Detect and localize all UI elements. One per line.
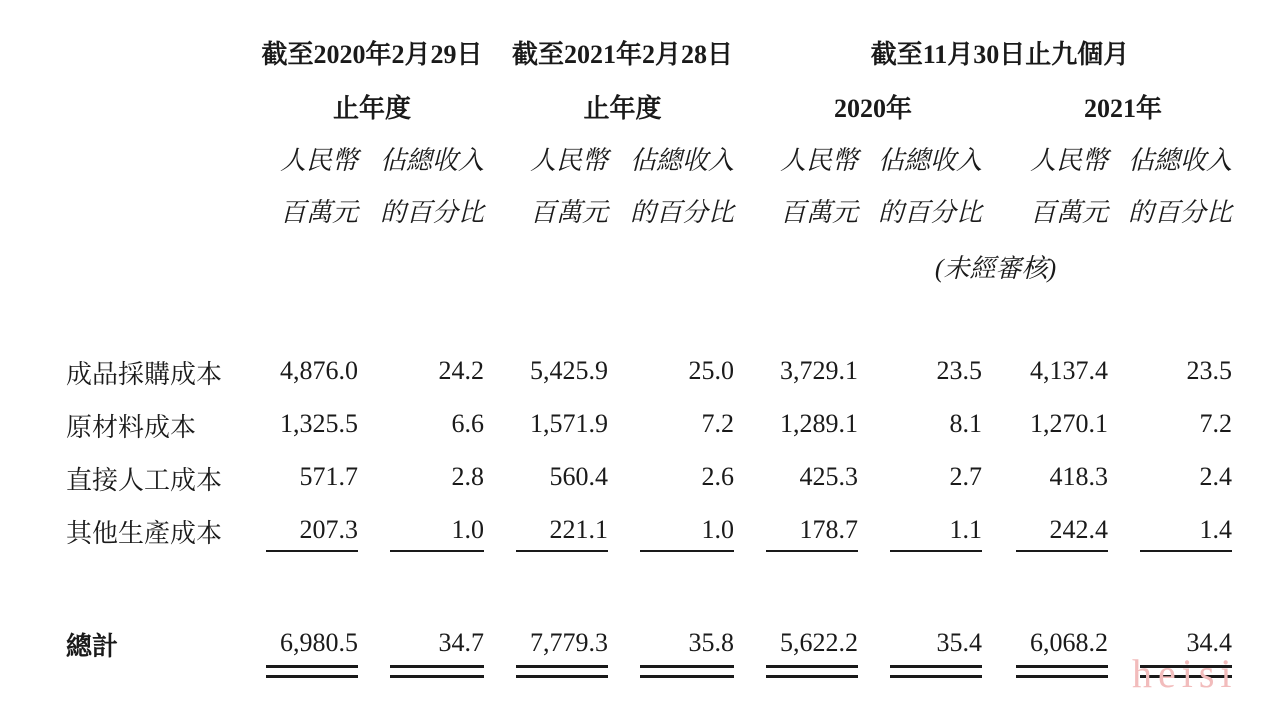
unit-rmb-line2: 百萬元 [529,198,608,227]
total-double-rule-top [766,665,858,668]
cell-value: 221.1 [549,515,608,544]
period2-heading-line2: 止年度 [583,94,662,123]
unit-rmb-line1: 人民幣 [1029,146,1108,175]
subtotal-rule [640,550,734,552]
row-label-finished-goods: 成品採購成本 [66,360,223,389]
unit-rmb-line1: 人民幣 [779,146,858,175]
total-value: 7,779.3 [530,628,608,657]
cell-value: 23.5 [936,356,982,385]
cell-value: 4,137.4 [1030,356,1108,385]
cell-value: 1.4 [1199,515,1232,544]
total-double-rule-bottom [766,675,858,678]
unit-pct-line1: 佔總收入 [379,146,484,175]
total-double-rule-bottom [1016,675,1108,678]
total-value: 34.4 [1186,628,1232,657]
total-double-rule-bottom [640,675,734,678]
total-value: 6,068.2 [1030,628,1108,657]
cell-value: 4,876.0 [280,356,358,385]
total-double-rule-top [1016,665,1108,668]
cell-value: 242.4 [1049,515,1108,544]
cell-value: 1.0 [451,515,484,544]
cell-value: 207.3 [299,515,358,544]
unit-pct-line2: 的百分比 [877,198,982,227]
cell-value: 1,289.1 [780,409,858,438]
subtotal-rule [766,550,858,552]
year-2021-heading: 2021年 [1083,94,1162,123]
unit-rmb-line1: 人民幣 [279,146,358,175]
cell-value: 2.4 [1199,462,1232,491]
total-double-rule-top [390,665,484,668]
cell-value: 1.1 [949,515,982,544]
total-double-rule-bottom [390,675,484,678]
cell-value: 23.5 [1186,356,1232,385]
cell-value: 3,729.1 [780,356,858,385]
total-double-rule-top [516,665,608,668]
total-value: 35.8 [688,628,734,657]
subtotal-rule [1140,550,1232,552]
subtotal-rule [890,550,982,552]
total-double-rule-bottom [890,675,982,678]
cell-value: 1.0 [701,515,734,544]
cell-value: 2.7 [949,462,982,491]
total-double-rule-top [890,665,982,668]
subtotal-rule [390,550,484,552]
unit-pct-line2: 的百分比 [629,198,734,227]
total-value: 35.4 [936,628,982,657]
period2-heading-line1: 截至2021年2月28日 [511,40,733,69]
subtotal-rule [266,550,358,552]
subtotal-rule [516,550,608,552]
year-2020-heading: 2020年 [833,94,912,123]
total-label: 總計 [66,632,119,661]
cell-value: 25.0 [688,356,734,385]
cell-value: 425.3 [799,462,858,491]
cell-value: 8.1 [949,409,982,438]
unit-pct-line2: 的百分比 [1127,198,1232,227]
cell-value: 1,571.9 [530,409,608,438]
cell-value: 571.7 [299,462,358,491]
total-double-rule-top [640,665,734,668]
cell-value: 2.6 [701,462,734,491]
cell-value: 5,425.9 [530,356,608,385]
total-value: 6,980.5 [280,628,358,657]
cell-value: 1,325.5 [280,409,358,438]
total-double-rule-bottom [516,675,608,678]
unit-rmb-line2: 百萬元 [1029,198,1108,227]
watermark-text: heisi [1132,651,1238,696]
cell-value: 7.2 [701,409,734,438]
cell-value: 24.2 [438,356,484,385]
cell-value: 418.3 [1049,462,1108,491]
total-value: 5,622.2 [780,628,858,657]
subtotal-rule [1016,550,1108,552]
row-label-direct-labour: 直接人工成本 [66,466,223,495]
unit-rmb-line1: 人民幣 [529,146,608,175]
unit-pct-line1: 佔總收入 [877,146,982,175]
total-value: 34.7 [438,628,484,657]
total-double-rule-bottom [266,675,358,678]
cell-value: 6.6 [451,409,484,438]
period1-heading-line1: 截至2020年2月29日 [261,40,483,69]
unit-rmb-line2: 百萬元 [779,198,858,227]
row-label-other-production: 其他生產成本 [66,519,223,548]
unit-pct-line1: 佔總收入 [1127,146,1232,175]
cell-value: 560.4 [549,462,608,491]
unit-pct-line2: 的百分比 [379,198,484,227]
row-label-raw-materials: 原材料成本 [66,413,197,442]
unaudited-note: (未經審核) [934,254,1057,283]
cell-value: 2.8 [451,462,484,491]
cell-value: 1,270.1 [1030,409,1108,438]
unit-rmb-line2: 百萬元 [279,198,358,227]
period3-heading: 截至11月30日止九個月 [870,40,1130,69]
period1-heading-line2: 止年度 [332,94,411,123]
unit-pct-line1: 佔總收入 [629,146,734,175]
total-double-rule-top [266,665,358,668]
cell-value: 178.7 [799,515,858,544]
cell-value: 7.2 [1199,409,1232,438]
